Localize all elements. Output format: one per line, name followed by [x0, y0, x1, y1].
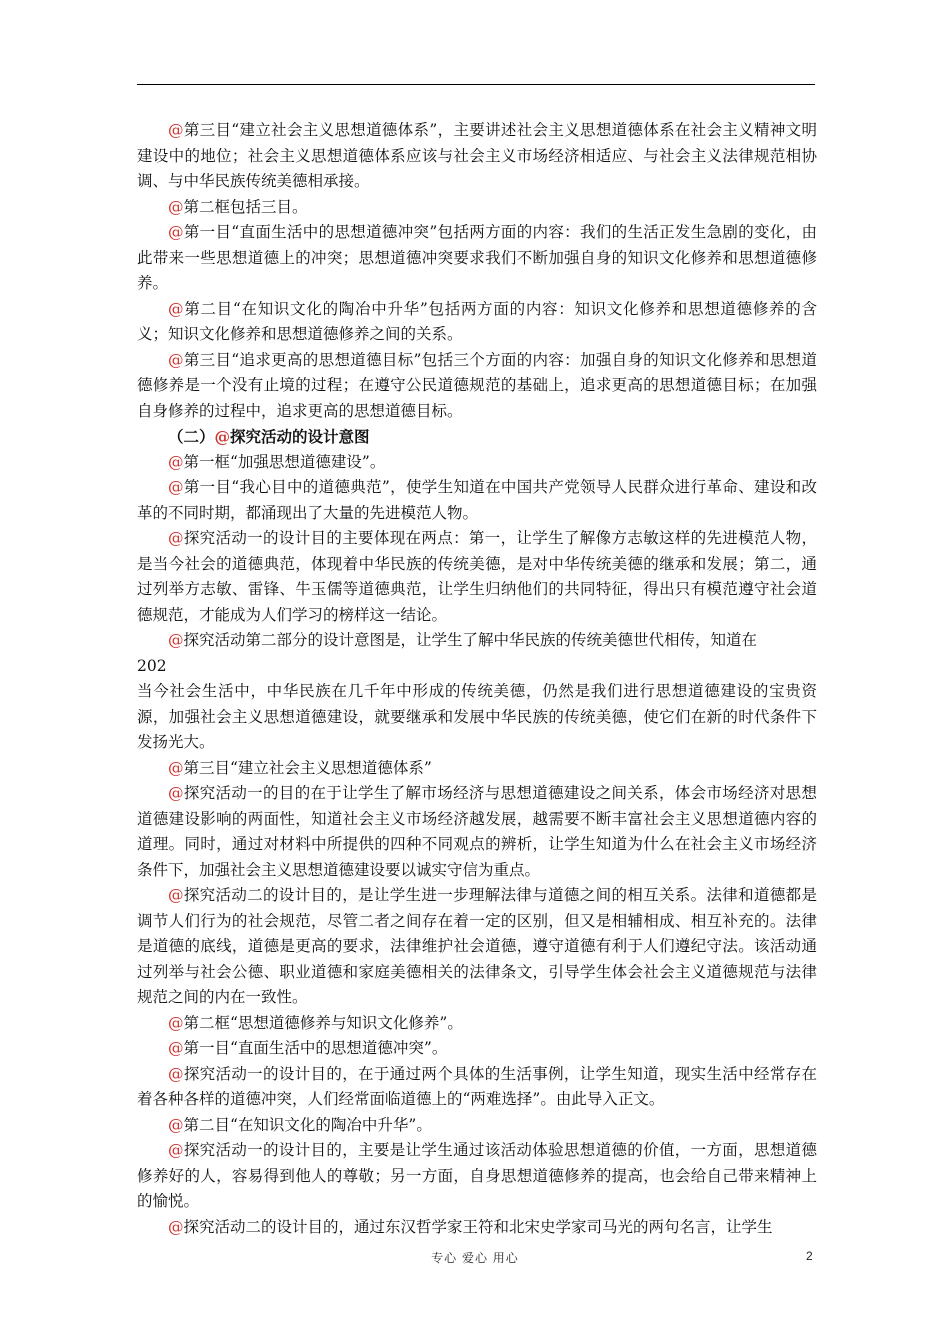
paragraph-text: 第三目“追求更高的思想道德目标”包括三个方面的内容：加强自身的知识文化修养和思想道德修养是一个没有止境的过程；在遵守公民道德规范的基础上，追求更高的思想道德目标；在加强自身修养的过程中，追求更高的思想道德目标。: [137, 350, 817, 420]
at-marker-icon: @: [168, 478, 184, 496]
paragraph-text: 探究活动的设计意图: [230, 427, 370, 446]
header-rule: [137, 84, 815, 85]
paragraph: [137, 1215, 817, 1241]
paragraph-text: 第二目“在知识文化的陶冶中升华”包括两方面的内容：知识文化修养和思想道德修养的含义；知识文化修养和思想道德修养之间的关系。: [137, 299, 817, 343]
paragraph-text: 探究活动二的设计目的，通过东汉哲学家王符和北宋史学家司马光的两句名言，让学生: [183, 1217, 773, 1236]
at-marker-icon: @: [168, 1217, 184, 1236]
paragraph: [137, 628, 817, 654]
at-marker-icon: @: [168, 299, 184, 318]
paragraph: [137, 1113, 817, 1139]
at-marker-icon: @: [168, 121, 184, 139]
paragraph-text: 第一框“加强思想道德建设”。: [183, 452, 386, 471]
paragraph-text: 第二框“思想道德修养与知识文化修养”。: [183, 1013, 463, 1032]
paragraph: [137, 526, 817, 628]
paragraph-text: 第三目“建立社会主义思想道德体系”，主要讲述社会主义思想道德体系在社会主义精神文明建设中的地位；社会主义思想道德体系应该与社会主义市场经济相适应、与社会主义法律规范相协调、与中华民族传统美德相承接。: [137, 121, 817, 190]
heading-prefix: （二）: [168, 427, 215, 446]
paragraph: [137, 781, 817, 883]
paragraph: [137, 756, 817, 782]
paragraph: [137, 220, 817, 297]
paragraph-text: 202: [137, 656, 167, 675]
at-marker-icon: @: [214, 427, 231, 446]
paragraph: [137, 679, 817, 756]
paragraph: [137, 1036, 817, 1062]
at-marker-icon: @: [168, 452, 184, 471]
at-marker-icon: @: [168, 758, 184, 777]
at-marker-icon: @: [168, 1141, 184, 1159]
paragraph-text: 第三目“建立社会主义思想道德体系”: [183, 758, 432, 777]
at-marker-icon: @: [168, 197, 184, 216]
paragraph-text: 第二目“在知识文化的陶冶中升华”。: [183, 1115, 432, 1134]
paragraph-text: 探究活动一的设计目的主要体现在两点：第一，让学生了解像方志敏这样的先进模范人物，是当今社会的道德典范，体现着中华民族的传统美德，是对中华传统美德的继承和发展；第二，通过列举方志敏、雷锋、牛玉儒等道德典范，让学生归纳他们的共同特征，得出只有模范遵守社会道德规范，才能成为人们学习的榜样这一结论。: [137, 529, 817, 624]
paragraph: [137, 297, 817, 348]
paragraph: [137, 450, 817, 476]
paragraph: [137, 195, 817, 221]
at-marker-icon: @: [168, 886, 184, 904]
paragraph-text: 第一目“直面生活中的思想道德冲突”。: [183, 1039, 448, 1057]
at-marker-icon: @: [168, 631, 184, 649]
paragraph: [137, 654, 817, 680]
document-body: [137, 118, 817, 1240]
at-marker-icon: @: [168, 1013, 184, 1032]
paragraph-text: 第一目“直面生活中的思想道德冲突”包括两方面的内容：我们的生活正发生急剧的变化，由此带来一些思想道德上的冲突；思想道德冲突要求我们不断加强自身的知识文化修养和思想道德修养。: [137, 223, 817, 292]
at-marker-icon: @: [168, 1115, 184, 1134]
at-marker-icon: @: [168, 350, 184, 369]
paragraph: [137, 475, 817, 526]
paragraph-text: 探究活动第二部分的设计意图是，让学生了解中华民族的传统美德世代相传，知道在: [183, 631, 758, 649]
paragraph: [137, 348, 817, 425]
page-number: 2: [806, 1249, 813, 1263]
paragraph-text: 探究活动二的设计目的，是让学生进一步理解法律与道德之间的相互关系。法律和道德都是调节人们行为的社会规范，尽管二者之间存在着一定的区别，但又是相辅相成、相互补充的。法律是道德的底线，道德是更高的要求，法律维护社会道德，遵守道德有利于人们遵纪守法。该活动通过列举与社会公德、职业道德和家庭美德相关的法律条文，引导学生体会社会主义道德规范与法律规范之间的内在一致性。: [137, 886, 817, 1006]
paragraph-text: 第一目“我心目中的道德典范”，使学生知道在中国共产党领导人民群众进行革命、建设和改革的不同时期，都涌现出了大量的先进模范人物。: [137, 478, 817, 522]
at-marker-icon: @: [168, 1039, 184, 1057]
at-marker-icon: @: [168, 784, 184, 802]
footer-slogan: 专心 爱心 用心: [431, 1251, 519, 1265]
at-marker-icon: @: [168, 1064, 184, 1083]
section-heading: [137, 424, 817, 450]
paragraph-text: 探究活动一的设计目的，主要是让学生通过该活动体验思想道德的价值，一方面，思想道德修养好的人，容易得到他人的尊敬；另一方面，自身思想道德修养的提高，也会给自己带来精神上的愉悦。: [137, 1141, 817, 1210]
paragraph: [137, 1011, 817, 1037]
paragraph-text: 第二框包括三目。: [183, 197, 308, 216]
paragraph: [137, 118, 817, 195]
paragraph: [137, 883, 817, 1011]
paragraph-text: 当今社会生活中，中华民族在几千年中形成的传统美德，仍然是我们进行思想道德建设的宝贵资源，加强社会主义思想道德建设，就要继承和发展中华民族的传统美德，使它们在新的时代条件下发扬光大。: [137, 682, 817, 751]
paragraph-text: 探究活动一的目的在于让学生了解市场经济与思想道德建设之间关系，体会市场经济对思想道德建设影响的两面性，知道社会主义市场经济越发展，越需要不断丰富社会主义思想道德内容的道理。同时，通过对材料中所提供的四种不同观点的辨析，让学生知道为什么在社会主义市场经济条件下，加强社会主义思想道德建设要以诚实守信为重点。: [137, 784, 817, 879]
paragraph-text: 探究活动一的设计目的，在于通过两个具体的生活事例，让学生知道，现实生活中经常存在着各种各样的道德冲突，人们经常面临道德上的“两难选择”。由此导入正文。: [137, 1064, 817, 1108]
at-marker-icon: @: [168, 529, 184, 547]
paragraph: [137, 1138, 817, 1215]
at-marker-icon: @: [168, 223, 184, 241]
paragraph: [137, 1062, 817, 1113]
